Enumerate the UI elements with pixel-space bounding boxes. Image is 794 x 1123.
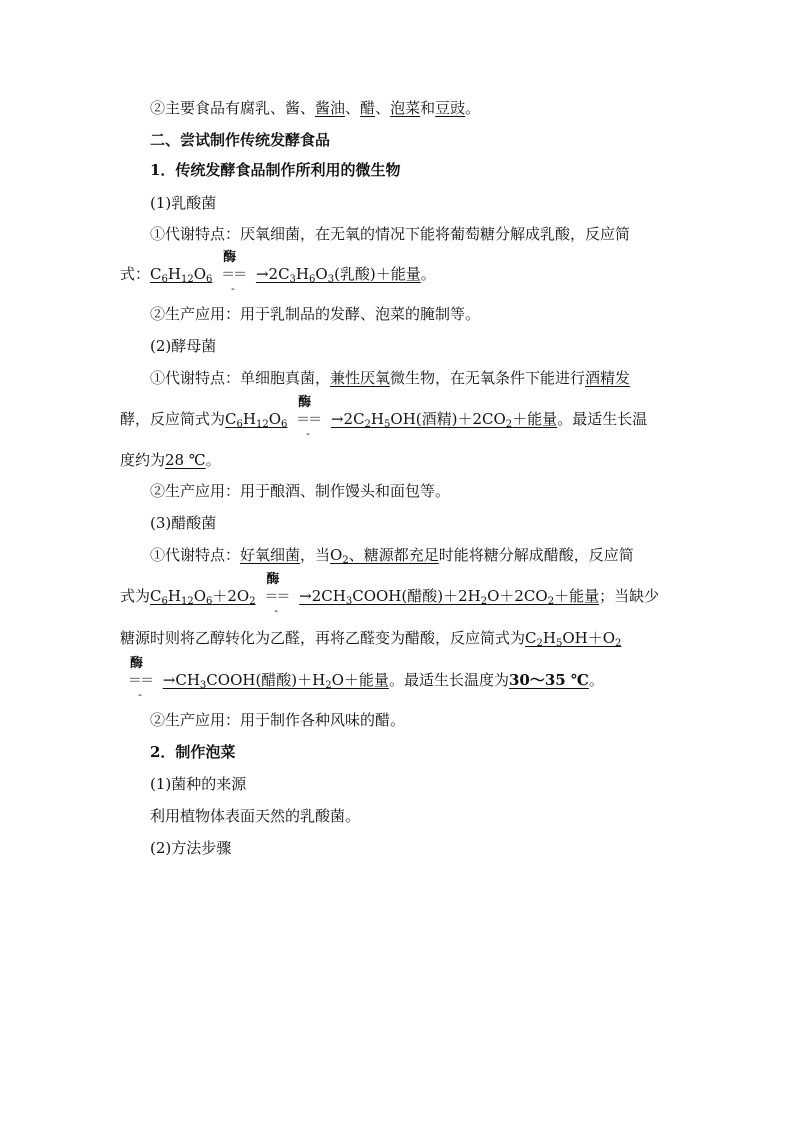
subsection-method-steps: (2)方法步骤 [150, 839, 232, 857]
subheading-pickle: 2．制作泡菜 [150, 743, 236, 761]
lactic-metabolism-line: ①代谢特点：厌氧细菌，在无氧的情况下能将葡萄糖分解成乳酸，反应简 [150, 225, 631, 243]
paragraph-food-types: ②主要食品有腐乳、酱、酱油、醋、泡菜和豆豉。 [150, 99, 481, 117]
acetic-metabolism-line: ①代谢特点：好氧细菌，当$O_2$、糖源都充足时能将糖分解成醋酸，反应简 [150, 546, 634, 566]
enzyme-arrow: 酶 ＝ - ＝ [221, 250, 248, 295]
subsection-yeast: (2)酵母菌 [150, 337, 217, 355]
subsection-acetic-bacteria: (3)醋酸菌 [150, 514, 217, 532]
strain-source-line: 利用植物体表面天然的乳酸菌。 [150, 807, 361, 825]
yeast-application-line: ②生产应用：用于酿酒、制作馒头和面包等。 [150, 482, 451, 500]
yeast-metabolism-line: ①代谢特点：单细胞真菌，兼性厌氧微生物，在无氧条件下能进行酒精发 [150, 369, 631, 387]
subheading-microbes: 1．传统发酵食品制作所利用的微生物 [150, 161, 401, 179]
acetic-ethanol-line: 糖源时则将乙醇转化为乙醛，再将乙醛变为醋酸，反应简式为$C_2H_5OH+O_2$ [120, 629, 622, 649]
lactic-application-line: ②生产应用：用于乳制品的发酵、泡菜的腌制等。 [150, 305, 481, 323]
section-heading-2: 二、尝试制作传统发酵食品 [150, 131, 331, 149]
enzyme-arrow: 酶 ＝ - ＝ [128, 656, 154, 701]
yeast-temperature-line: 度约为28 ℃。 [120, 451, 221, 469]
enzyme-arrow: 酶 ＝ - ＝ [296, 395, 323, 440]
acetic-equation-line-2: 酶 ＝ - ＝ $\to CH_3COOH$(醋酸)$+H_2O+$能量。最适生长温度为30～35 ℃。 [128, 656, 604, 701]
acetic-equation-line-1: 式为$C_6H_{12}O_6+2O_2$ 酶 ＝ - ＝ $\to 2CH_3COOH$(醋酸)$+2H_2O+2CO_2+$能量；当缺少 [120, 572, 660, 617]
enzyme-arrow: 酶 ＝ - ＝ [264, 572, 291, 617]
yeast-equation-line: 酵，反应简式为$C_6H_{12}O_6$ 酶 ＝ - ＝ $\to 2C_2H_5OH$(酒精)$+2CO_2+$能量。最适生长温 [120, 395, 648, 440]
subsection-strain-source: (1)菌种的来源 [150, 775, 247, 793]
lactic-equation-line: 式：$C_6H_{12}O_6$ 酶 ＝ - ＝ $\to 2C_3H_6O_3$(乳酸)＋能量。 [120, 250, 436, 295]
acetic-application-line: ②生产应用：用于制作各种风味的醋。 [150, 711, 406, 729]
subsection-lactic-bacteria: (1)乳酸菌 [150, 194, 217, 212]
